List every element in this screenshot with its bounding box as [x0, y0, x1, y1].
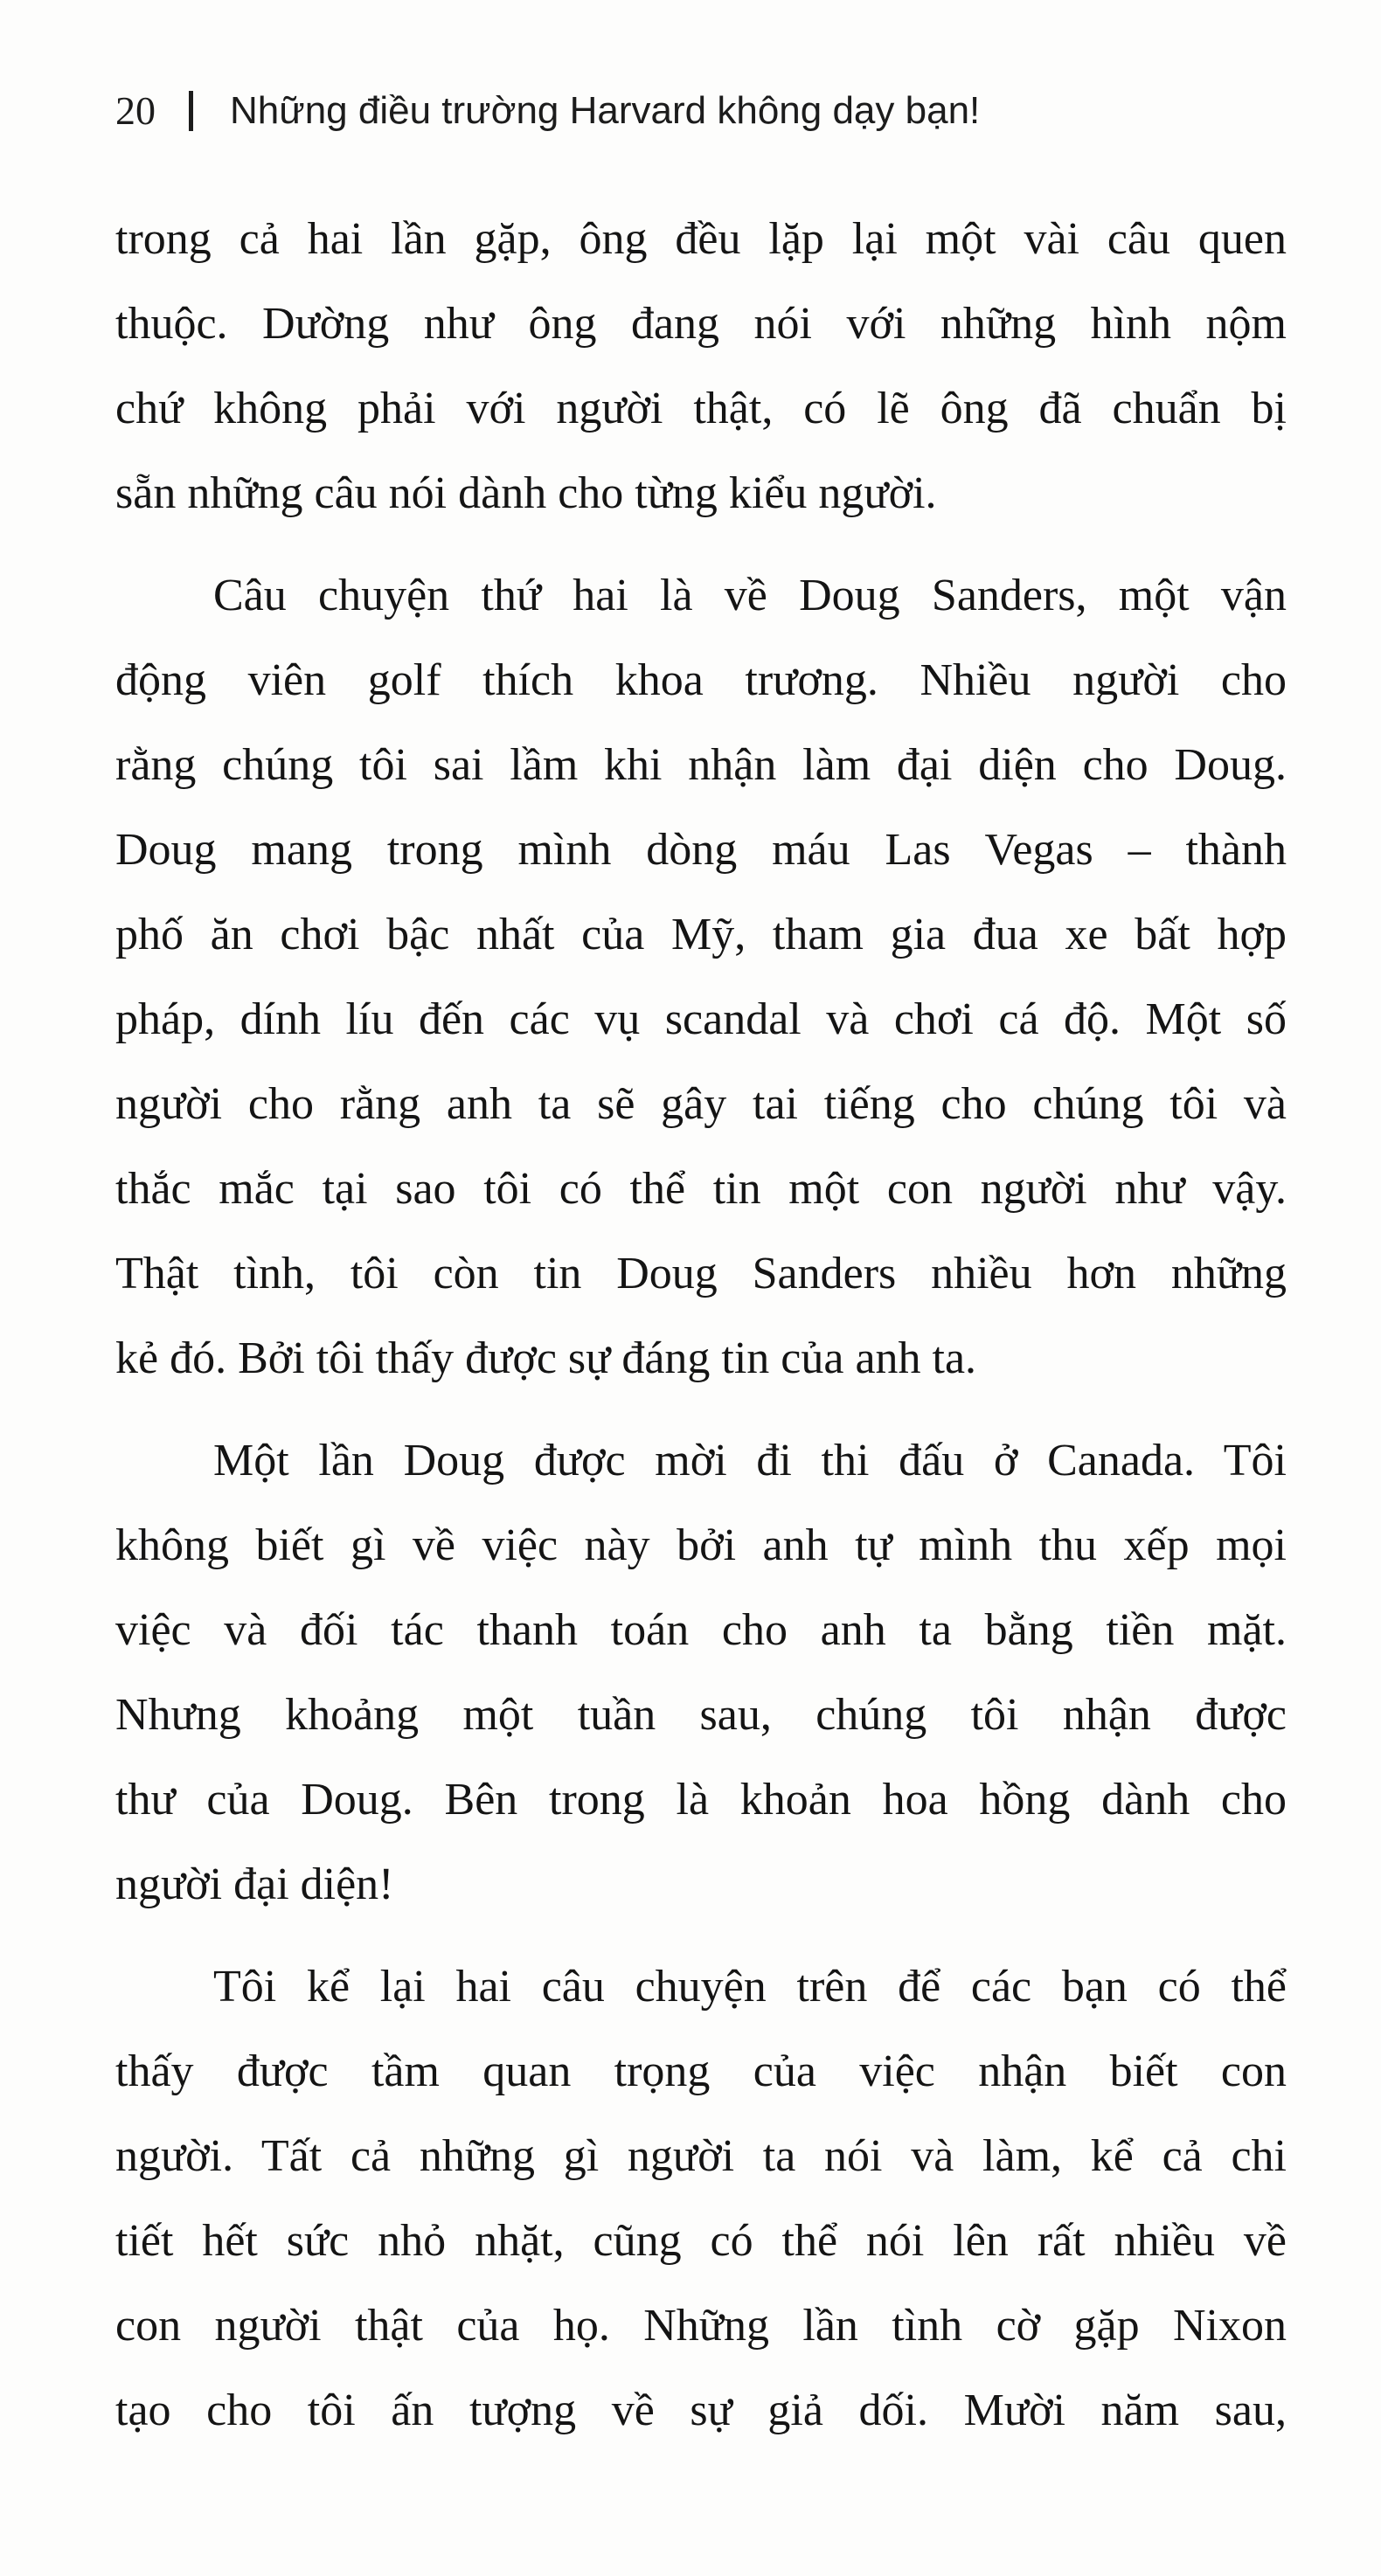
- text-line: kẻ đó. Bởi tôi thấy được sự đáng tin của anh ta.: [115, 1333, 977, 1383]
- text-line: tạo cho tôi ấn tượng về sự giả dối. Mười năm sau,: [115, 2386, 1287, 2435]
- body-text: [115, 197, 1287, 2453]
- page-number: 20: [115, 88, 156, 133]
- paragraph: [115, 553, 1287, 1401]
- text-line: thắc mắc tại sao tôi có thể tin một con người như vậy.: [115, 1164, 1287, 1214]
- text-line: người. Tất cả những gì người ta nói và làm, kể cả chi: [115, 2131, 1287, 2181]
- text-line: thư của Doug. Bên trong là khoản hoa hồng dành cho: [115, 1775, 1287, 1825]
- paragraph-gap: [115, 1401, 1287, 1418]
- text-line: Doug mang trong mình dòng máu Las Vegas – thành: [115, 825, 1287, 875]
- text-line: Tôi kể lại hai câu chuyện trên để các bạn có thể: [213, 1962, 1287, 2012]
- paragraph: [115, 197, 1287, 536]
- text-line: thuộc. Dường như ông đang nói với những hình nộm: [115, 299, 1287, 349]
- text-line: Thật tình, tôi còn tin Doug Sanders nhiều hơn những: [115, 1249, 1287, 1298]
- text-line: phố ăn chơi bậc nhất của Mỹ, tham gia đua xe bất hợp: [115, 910, 1287, 959]
- text-line: Một lần Doug được mời đi thi đấu ở Canada. Tôi: [213, 1436, 1287, 1485]
- running-header: [115, 87, 980, 134]
- text-line: động viên golf thích khoa trương. Nhiều người cho: [115, 655, 1287, 705]
- text-line: rằng chúng tôi sai lầm khi nhận làm đại diện cho Doug.: [115, 740, 1287, 790]
- text-line: Câu chuyện thứ hai là về Doug Sanders, một vận: [213, 571, 1287, 620]
- text-line: tiết hết sức nhỏ nhặt, cũng có thể nói lên rất nhiều về: [115, 2216, 1287, 2266]
- text-line: pháp, dính líu đến các vụ scandal và chơi cá độ. Một số: [115, 994, 1287, 1044]
- text-line: con người thật của họ. Những lần tình cờ gặp Nixon: [115, 2301, 1287, 2351]
- paragraph: [115, 1418, 1287, 1927]
- text-line: sẵn những câu nói dành cho từng kiểu người.: [115, 468, 937, 518]
- text-line: trong cả hai lần gặp, ông đều lặp lại một vài câu quen: [115, 214, 1287, 264]
- text-line: không biết gì về việc này bởi anh tự mình thu xếp mọi: [115, 1520, 1287, 1570]
- text-line: việc và đối tác thanh toán cho anh ta bằng tiền mặt.: [115, 1605, 1287, 1655]
- text-line: chứ không phải với người thật, có lẽ ông đã chuẩn bị: [115, 384, 1287, 433]
- paragraph-gap: [115, 536, 1287, 553]
- text-line: Nhưng khoảng một tuần sau, chúng tôi nhận được: [115, 1690, 1287, 1740]
- text-line: người đại diện!: [115, 1859, 394, 1909]
- paragraph-gap: [115, 1927, 1287, 1944]
- paragraph: [115, 1944, 1287, 2453]
- text-line: thấy được tầm quan trọng của việc nhận biết con: [115, 2046, 1287, 2096]
- book-title: Những điều trường Harvard không dạy bạn!: [230, 88, 981, 132]
- text-line: người cho rằng anh ta sẽ gây tai tiếng cho chúng tôi và: [115, 1079, 1287, 1129]
- header-separator: [189, 91, 193, 131]
